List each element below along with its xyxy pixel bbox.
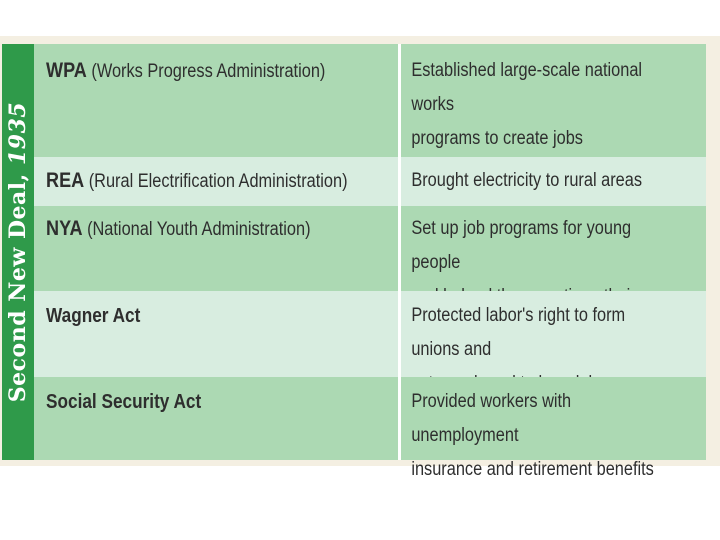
program-name: [34, 206, 347, 291]
side-title-bar: [2, 44, 34, 460]
program-full-name: (Rural Electrification Administration): [88, 171, 348, 192]
program-name: [34, 44, 347, 157]
side-title-main: Second New Deal,: [5, 173, 31, 403]
program-abbr: NYA: [46, 217, 83, 240]
program-description: Brought electricity to rural areas: [411, 170, 643, 191]
table-row: [34, 377, 706, 480]
table-row: [34, 291, 706, 377]
program-abbr: REA: [46, 169, 85, 192]
program-full-name: (National Youth Administration): [87, 219, 311, 240]
program-name: [34, 291, 347, 377]
table-row: [34, 206, 706, 291]
new-deal-table-figure: [0, 36, 720, 480]
program-full-name: (Works Progress Administration): [91, 61, 326, 82]
program-description: Established large-scale national works programs to create jobs: [411, 60, 643, 149]
table-row: [34, 157, 706, 206]
side-title-year: 1935: [5, 101, 31, 166]
program-abbr: WPA: [46, 59, 87, 82]
program-abbr: Wagner Act: [46, 305, 141, 327]
table-row: [34, 44, 706, 157]
program-name: [34, 377, 347, 460]
program-abbr: Social Security Act: [46, 391, 202, 413]
program-description: Provided workers with unemployment insurance and retirement benefits: [411, 391, 654, 480]
program-description: Set up job programs for young people: [411, 218, 632, 273]
program-name: [34, 157, 347, 206]
programs-table: [34, 44, 706, 480]
side-title: [5, 102, 31, 402]
program-description: Protected labor's right to form unions and: [411, 305, 626, 360]
